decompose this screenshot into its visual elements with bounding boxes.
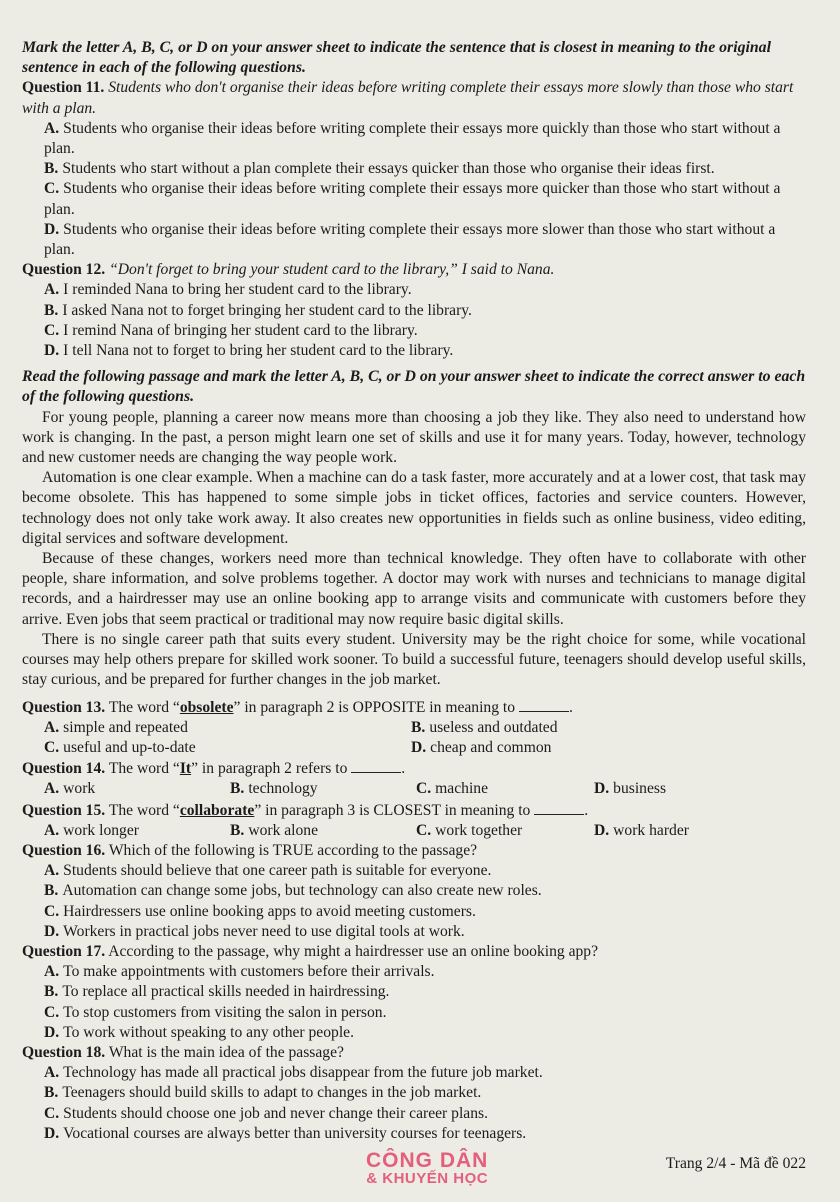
- q13-word: obsolete: [179, 698, 234, 716]
- q11-option-b: [22, 159, 806, 179]
- q16-text: Which of the following is TRUE according to the passage?: [108, 841, 478, 859]
- option-letter: C.: [44, 1003, 60, 1021]
- option-letter: C.: [44, 321, 60, 339]
- option-text: Teenagers should build skills to adapt to changes in the job market.: [62, 1084, 482, 1102]
- q11-label: Question 11.: [22, 79, 105, 97]
- option-text: simple and repeated: [63, 718, 188, 736]
- q18-option-b: [22, 1083, 806, 1103]
- q17-label: Question 17.: [22, 942, 106, 960]
- q14-word: It: [179, 760, 192, 778]
- question-12: [22, 260, 806, 280]
- option-text: Students who organise their ideas before writing complete their essays more slower than those who start without a plan.: [44, 220, 776, 259]
- option-text: Vocational courses are always better than university courses for teenagers.: [63, 1124, 527, 1142]
- option-letter: B.: [44, 160, 59, 178]
- option-letter: C.: [416, 821, 432, 839]
- passage-paragraph-4: There is no single career path that suits every student. University may be the right choice for some, while vocational courses may help others prepare for skilled work sooner. To build a successful future, teenagers should develop useful skills, stay curious, and be prepared for further changes in the job market.: [22, 630, 806, 689]
- option-text: Hairdressers use online booking apps to avoid meeting customers.: [63, 902, 476, 920]
- option-letter: D.: [44, 1124, 60, 1142]
- option-letter: B.: [44, 882, 59, 900]
- q11-option-a: [22, 119, 806, 159]
- q15-option-a: [44, 821, 230, 841]
- watermark-line-2: & KHUYẾN HỌC: [366, 1170, 489, 1187]
- option-letter: C.: [44, 902, 60, 920]
- page-footer: Trang 2/4 - Mã đề 022: [665, 1154, 806, 1172]
- q17-option-a: [22, 962, 806, 982]
- option-letter: C.: [44, 1104, 60, 1122]
- question-15: Question 15. The word “collaborate” in paragraph 3 is CLOSEST in meaning to .: [22, 801, 589, 819]
- option-text: To make appointments with customers before their arrivals.: [63, 963, 435, 981]
- q17-text: According to the passage, why might a hairdresser use an online booking app?: [108, 942, 599, 960]
- q15-label: Question 15.: [22, 801, 106, 819]
- q11-option-d: [22, 220, 806, 260]
- option-letter: C.: [44, 738, 60, 756]
- q17-option-d: [22, 1023, 806, 1043]
- option-text: work together: [435, 821, 523, 839]
- passage-paragraph-1: For young people, planning a career now means more than choosing a job they like. They also need to understand how work is changing. In the past, a person might learn one set of skills and use it for many years. Today, however, technology and new customer needs are changing the way people work.: [22, 408, 806, 467]
- option-text: machine: [435, 780, 488, 798]
- option-text: I asked Nana not to forget bringing her student card to the library.: [62, 301, 472, 319]
- option-text: Workers in practical jobs never need to use digital tools at work.: [63, 922, 465, 940]
- q15-option-c: [416, 821, 594, 841]
- q14-options: [22, 779, 806, 799]
- q17-option-c: [22, 1003, 806, 1023]
- option-text: Automation can change some jobs, but technology can also create new roles.: [62, 882, 542, 900]
- option-text: Students should believe that one career path is suitable for everyone.: [63, 862, 492, 880]
- option-letter: D.: [594, 821, 610, 839]
- option-text: I tell Nana not to forget to bring her student card to the library.: [63, 342, 454, 360]
- q13-label: Question 13.: [22, 698, 106, 716]
- option-text: work harder: [613, 821, 689, 839]
- option-text: Technology has made all practical jobs disappear from the future job market.: [63, 1064, 543, 1082]
- option-text: work alone: [248, 821, 319, 839]
- option-letter: A.: [44, 862, 60, 880]
- question-13: Question 13. The word “obsolete” in paragraph 2 is OPPOSITE in meaning to .: [22, 698, 573, 716]
- answer-blank: [534, 800, 584, 815]
- option-letter: C.: [416, 780, 432, 798]
- option-text: technology: [248, 780, 318, 798]
- watermark-line-1: CÔNG DÂN: [366, 1149, 489, 1172]
- q17-option-b: [22, 982, 806, 1002]
- q13-post: ” in paragraph 2 is OPPOSITE in meaning to: [233, 698, 516, 716]
- option-letter: A.: [44, 1064, 60, 1082]
- option-letter: A.: [44, 119, 60, 137]
- q12-option-c: [22, 321, 806, 341]
- option-text: I reminded Nana to bring her student card to the library.: [63, 281, 412, 299]
- q13-option-c: [44, 738, 411, 758]
- option-text: cheap and common: [430, 738, 552, 756]
- option-text: work longer: [63, 821, 139, 839]
- option-text: business: [613, 780, 667, 798]
- passage-paragraph-3: Because of these changes, workers need more than technical knowledge. They often have to collaborate with other people, share information, and solve problems together. A doctor may work with nurses and technicians to manage digital records, and a hairdresser may use an online booking app to arrange visits and communicate with customers before they arrive. Even jobs that seem practical or traditional may now require basic digital skills.: [22, 550, 806, 628]
- option-letter: D.: [411, 738, 427, 756]
- q15-pre: The word “: [108, 801, 180, 819]
- option-letter: D.: [594, 780, 610, 798]
- q15-option-b: [230, 821, 416, 841]
- option-letter: B.: [230, 780, 245, 798]
- option-text: Students who start without a plan complete their essays quicker than those who organise their ideas first.: [62, 160, 715, 178]
- section2-instruction: Read the following passage and mark the letter A, B, C, or D on your answer sheet to indicate the correct answer to each of the following questions.: [22, 368, 806, 406]
- option-text: Students who organise their ideas before writing complete their essays more quicker than those who start without a plan.: [44, 180, 781, 218]
- q12-label: Question 12.: [22, 261, 106, 279]
- q18-option-c: [22, 1104, 806, 1124]
- watermark-logo: [366, 1149, 489, 1188]
- q18-label: Question 18.: [22, 1043, 106, 1061]
- q18-option-d: [22, 1124, 806, 1144]
- q11-option-c: [22, 179, 806, 219]
- q18-text: What is the main idea of the passage?: [108, 1043, 344, 1061]
- q13-options: [22, 718, 806, 758]
- q16-option-a: [22, 861, 806, 881]
- option-letter: A.: [44, 821, 60, 839]
- q11-text: Students who don't organise their ideas before writing complete their essays more slowly than those who start with a plan.: [22, 79, 794, 117]
- question-11: [22, 78, 806, 118]
- q15-options: [22, 821, 806, 841]
- q12-option-d: [22, 341, 806, 361]
- option-letter: A.: [44, 963, 60, 981]
- option-letter: D.: [44, 220, 60, 238]
- answer-blank: [519, 697, 569, 712]
- q12-option-b: [22, 301, 806, 321]
- passage-paragraph-2: Automation is one clear example. When a machine can do a task faster, more accurately and at a lower cost, that task may become obsolete. This has happened to some simple jobs in ticket offices, factories and service counters. However, technology does not only take work away. It also creates new opportunities in fields such as online business, video editing, digital services and software development.: [22, 469, 806, 547]
- question-18: [22, 1043, 806, 1063]
- q15-word: collaborate: [179, 801, 255, 819]
- q18-option-a: [22, 1063, 806, 1083]
- option-text: Students should choose one job and never change their career plans.: [63, 1104, 488, 1122]
- question-16: [22, 841, 806, 861]
- q16-label: Question 16.: [22, 841, 106, 859]
- q14-pre: The word “: [108, 760, 180, 778]
- question-14: Question 14. The word “It” in paragraph 2 refers to .: [22, 760, 406, 778]
- option-letter: D.: [44, 342, 60, 360]
- q16-option-b: [22, 881, 806, 901]
- option-text: useful and up-to-date: [63, 738, 196, 756]
- q15-option-d: [594, 821, 774, 841]
- answer-blank: [351, 758, 401, 773]
- q14-option-a: [44, 779, 230, 799]
- option-text: To replace all practical skills needed in hairdressing.: [62, 983, 390, 1001]
- option-letter: B.: [411, 718, 426, 736]
- option-text: To work without speaking to any other people.: [63, 1023, 354, 1041]
- section1-instruction: Mark the letter A, B, C, or D on your answer sheet to indicate the sentence that is closest in meaning to the original sentence in each of the following questions.: [22, 39, 771, 77]
- q13-pre: The word “: [108, 698, 180, 716]
- option-letter: D.: [44, 1023, 60, 1041]
- option-letter: B.: [230, 821, 245, 839]
- option-text: work: [63, 780, 96, 798]
- q13-option-a: [44, 718, 411, 738]
- q12-option-a: [22, 280, 806, 300]
- q14-option-b: [230, 779, 416, 799]
- q14-option-c: [416, 779, 594, 799]
- q16-option-d: [22, 922, 806, 942]
- q13-option-b: [411, 718, 771, 738]
- option-text: useless and outdated: [429, 718, 558, 736]
- option-letter: A.: [44, 718, 60, 736]
- option-text: Students who organise their ideas before writing complete their essays more quickly than those who start without a plan.: [44, 119, 781, 158]
- q16-option-c: [22, 902, 806, 922]
- option-letter: A.: [44, 281, 60, 299]
- q13-option-d: [411, 738, 771, 758]
- q14-post: ” in paragraph 2 refers to: [191, 760, 348, 778]
- option-letter: D.: [44, 922, 60, 940]
- q15-post: ” in paragraph 3 is CLOSEST in meaning to: [254, 801, 531, 819]
- option-letter: B.: [44, 301, 59, 319]
- option-letter: B.: [44, 983, 59, 1001]
- option-text: I remind Nana of bringing her student card to the library.: [63, 321, 418, 339]
- q14-label: Question 14.: [22, 760, 106, 778]
- option-letter: B.: [44, 1084, 59, 1102]
- option-letter: C.: [44, 180, 60, 198]
- q12-text: “Don't forget to bring your student card to the library,” I said to Nana.: [109, 261, 555, 279]
- question-17: [22, 942, 806, 962]
- option-text: To stop customers from visiting the salon in person.: [63, 1003, 387, 1021]
- q14-option-d: [594, 779, 774, 799]
- option-letter: A.: [44, 780, 60, 798]
